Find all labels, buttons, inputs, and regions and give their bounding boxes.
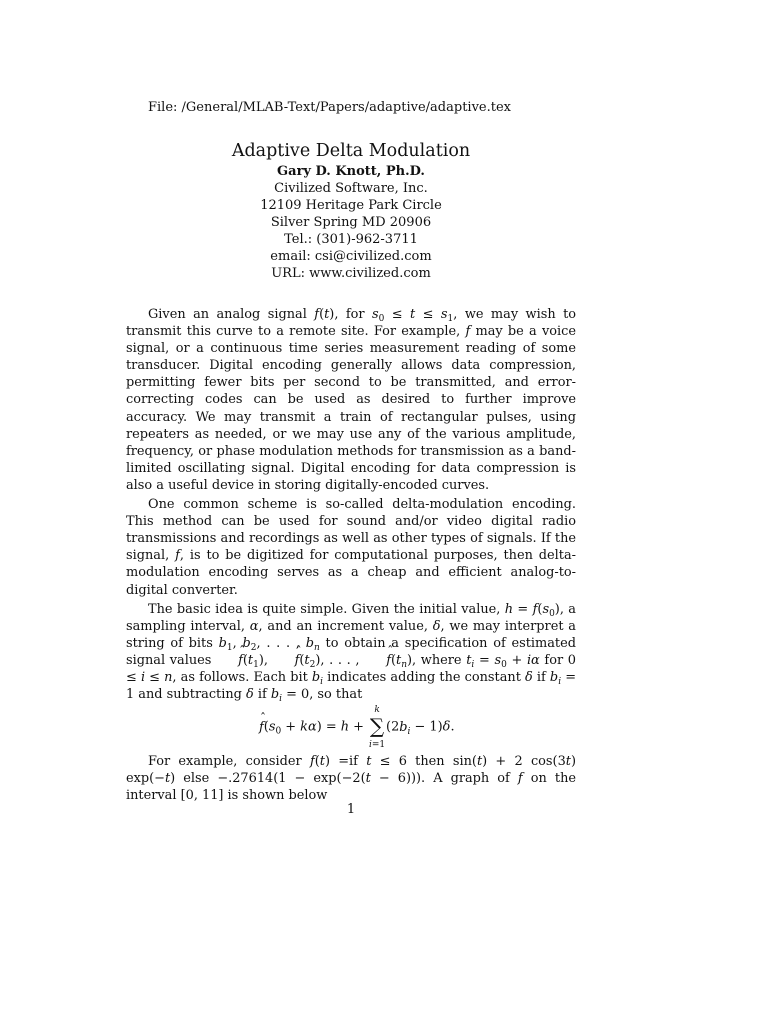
paragraph: For example, consider f(t) =if t ≤ 6 then sin(t) + 2 cos(3t) exp(−t) else −.27614(1 − exp(−2(t − 6))). A graph of f on the interval [0, 11] is shown below [126, 754, 576, 804]
affiliation-line: 12109 Heritage Park Circle [260, 198, 442, 213]
paragraph: One common scheme is so-called delta-modulation encoding. This method can be used for sound and/or video digital radio transmissions and recordings as well as other types of signals. If the signal, f, is to be digitized for computational purposes, then delta-modulation encoding serves as a cheap and efficient analog-to-digital converter. [126, 497, 577, 598]
paragraph: Given an analog signal f(t), for $s_0 \le t \le s_1$, we may wish to transmit this curve to a remote site. For example, f may be a voice signal, or a continuous time series measurement reading of some transducer. Digital encoding generally allows data compression, permitting fewer bits per second to be transmitted, and error-correcting codes can be used as desired to further improve accuracy. We may transmit a train of rectangular pulses, using repeaters as needed, or we may use any of the various amplitude, frequency, or phase modulation methods for transmission as a band-limited oscillating signal. Digital encoding for data compression is also a useful device in storing digitally-encoded curves. [126, 307, 577, 493]
author-name: Gary D. Knott, Ph.D. [277, 164, 425, 179]
body-text [126, 306, 576, 804]
affiliation-line: email: csi@civilized.com [270, 249, 432, 264]
file-path-header: File: /General/MLAB-Text/Papers/adaptive/adaptive.tex [148, 100, 511, 115]
affiliation-line: Civilized Software, Inc. [274, 181, 428, 196]
paper-title: Adaptive Delta Modulation [231, 141, 471, 161]
summation-symbol: k ∑ i=1 [368, 705, 386, 751]
paragraph: The basic idea is quite simple. Given the initial value, $h = f(s_0)$, a sampling interval, α, and an increment value, δ, we may interpret a string of bits $b_1$, $b_2$, . . . , $b_n$ to obtain a specification of estimated signal values ˆ $f(t_1)$, ˆ $f(t_2)$, . . . , ˆ $f(t_n)$, where $t_i = s_0 + i\alpha$ for 0 ≤ i ≤ n, as follows. Each bit $b_i$ indicates adding the constant δ if $b_i = 1$ and subtracting δ if $b_i = 0$, so that [126, 601, 576, 704]
affiliation-line: Tel.: (301)-962-3711 [284, 232, 418, 247]
title-block [126, 140, 576, 282]
page-number: 1 [346, 802, 356, 817]
affiliation-line: URL: www.civilized.com [271, 266, 431, 281]
display-equation: ˆ $f(s_0 + k\alpha) = h$ + k ∑ i=1 $(2b_i - 1)\delta$. [126, 705, 576, 749]
affiliation-line: Silver Spring MD 20906 [270, 215, 432, 230]
